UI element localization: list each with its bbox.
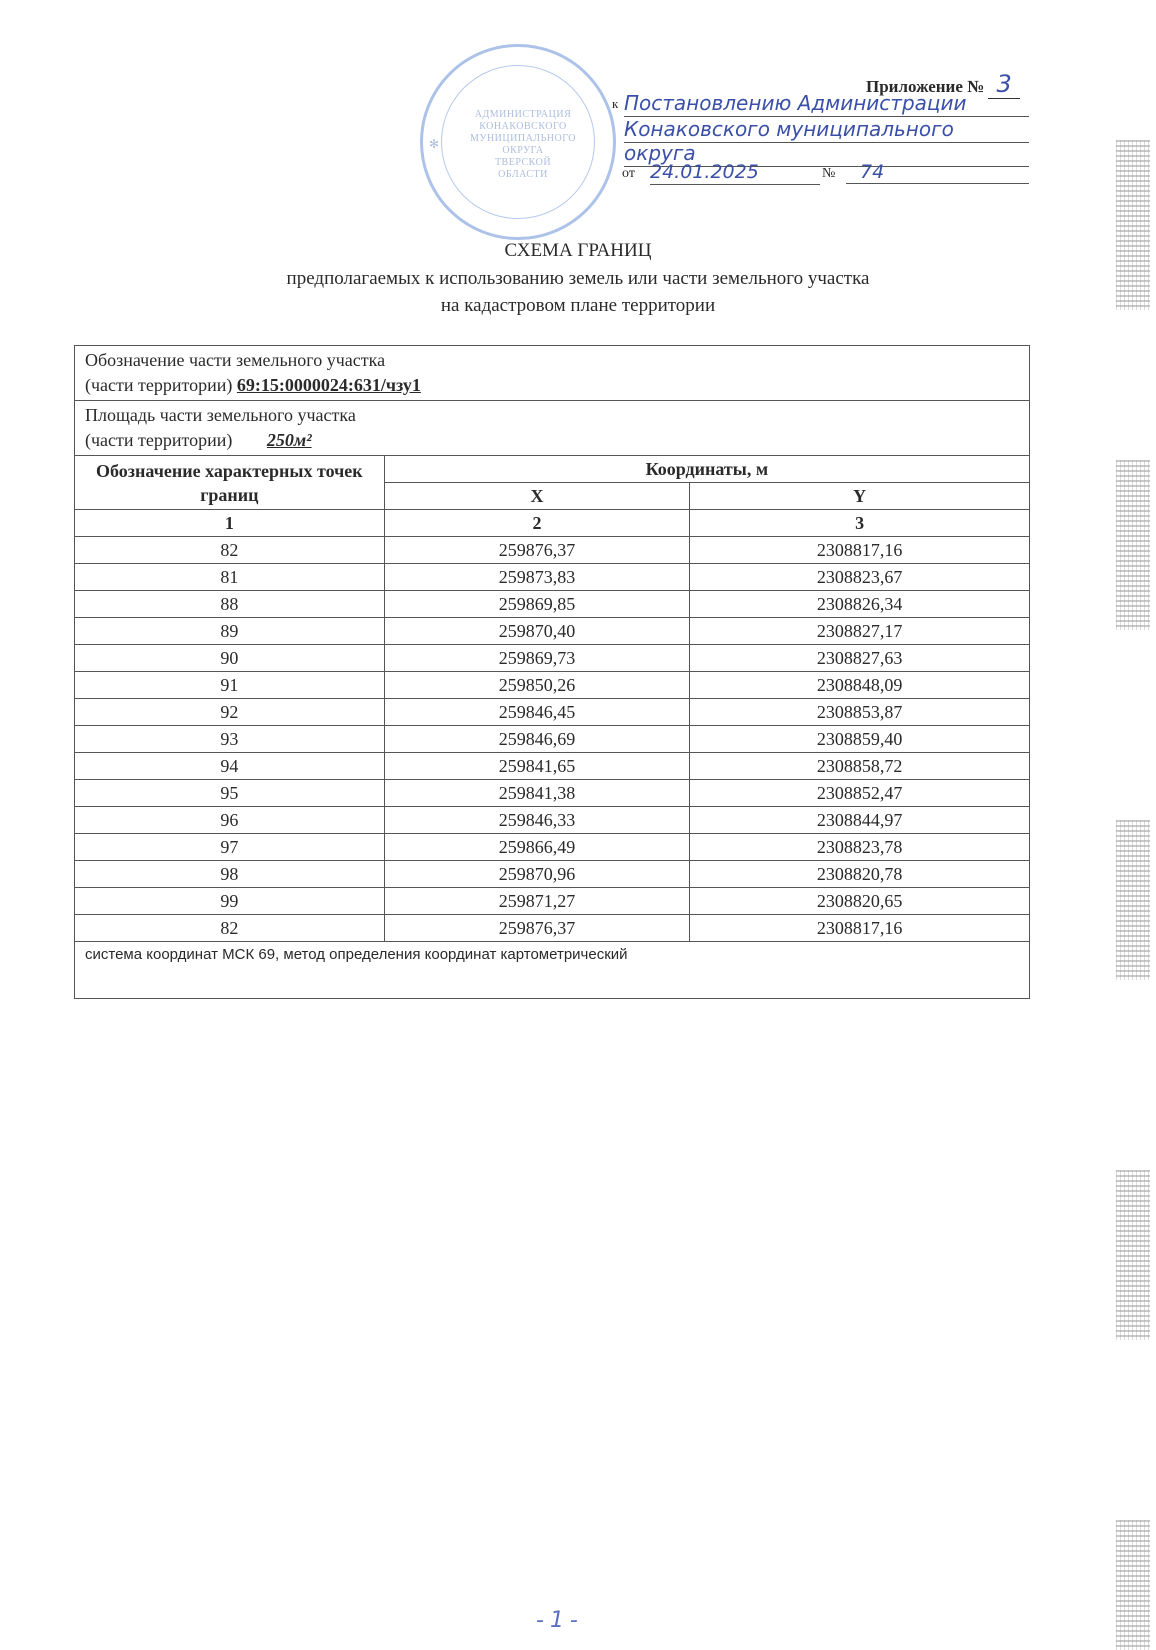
point-id-cell: 97 bbox=[75, 834, 385, 861]
coordinate-row bbox=[75, 807, 1030, 834]
coordinate-row bbox=[75, 915, 1030, 942]
y-coordinate-cell: 2308852,47 bbox=[690, 780, 1030, 807]
column-number: 3 bbox=[690, 510, 1030, 537]
coordinate-row bbox=[75, 618, 1030, 645]
to-prefix: к bbox=[612, 96, 619, 111]
coordinates-table bbox=[74, 345, 1030, 999]
document-title: СХЕМА ГРАНИЦ bbox=[504, 240, 652, 261]
decree-date: 24.01.2025 bbox=[650, 160, 820, 185]
designation-cell bbox=[75, 346, 1030, 401]
coordinate-row bbox=[75, 672, 1030, 699]
x-coordinate-cell: 259870,96 bbox=[384, 861, 690, 888]
y-coordinate-cell: 2308820,78 bbox=[690, 861, 1030, 888]
y-coordinate-cell: 2308827,63 bbox=[690, 645, 1030, 672]
coordinate-row bbox=[75, 537, 1030, 564]
y-coordinate-cell: 2308848,09 bbox=[690, 672, 1030, 699]
column-number: 1 bbox=[75, 510, 385, 537]
x-coordinate-cell: 259846,45 bbox=[384, 699, 690, 726]
coordinate-row bbox=[75, 834, 1030, 861]
header-row bbox=[75, 456, 1030, 483]
decree-number: 74 bbox=[846, 160, 1029, 184]
points-header: Обозначение характерных точек границ bbox=[75, 456, 385, 510]
y-coordinate-cell: 2308859,40 bbox=[690, 726, 1030, 753]
x-coordinate-cell: 259876,37 bbox=[384, 537, 690, 564]
point-id-cell: 98 bbox=[75, 861, 385, 888]
footer-row bbox=[75, 942, 1030, 999]
y-coordinate-cell: 2308817,16 bbox=[690, 537, 1030, 564]
x-coordinate-cell: 259846,69 bbox=[384, 726, 690, 753]
x-coordinate-cell: 259871,27 bbox=[384, 888, 690, 915]
stamp-line: МУНИЦИПАЛЬНОГО bbox=[469, 133, 577, 144]
x-coordinate-cell: 259841,65 bbox=[384, 753, 690, 780]
point-id-cell: 88 bbox=[75, 591, 385, 618]
coordinate-row bbox=[75, 726, 1030, 753]
stamp-line: ОБЛАСТИ bbox=[498, 169, 548, 180]
x-header: X bbox=[384, 483, 690, 510]
area-cell bbox=[75, 401, 1030, 456]
designation-value: 69:15:0000024:631/чзу1 bbox=[236, 375, 421, 395]
designation-label-2: (части территории) bbox=[85, 375, 233, 395]
y-coordinate-cell: 2308817,16 bbox=[690, 915, 1030, 942]
x-coordinate-cell: 259850,26 bbox=[384, 672, 690, 699]
coordinate-row bbox=[75, 699, 1030, 726]
point-id-cell: 99 bbox=[75, 888, 385, 915]
designation-row bbox=[75, 346, 1030, 401]
scan-artifact bbox=[1116, 820, 1150, 980]
y-coordinate-cell: 2308858,72 bbox=[690, 753, 1030, 780]
stamp-text bbox=[463, 109, 583, 181]
coordinate-row bbox=[75, 591, 1030, 618]
y-coordinate-cell: 2308823,78 bbox=[690, 834, 1030, 861]
point-id-cell: 81 bbox=[75, 564, 385, 591]
document-subtitle-1: предполагаемых к использованию земель или части земельного участка bbox=[286, 268, 870, 289]
scan-artifact bbox=[1116, 1170, 1150, 1340]
coordinate-row bbox=[75, 753, 1030, 780]
reference-line-3: округа bbox=[624, 140, 1029, 167]
x-coordinate-cell: 259876,37 bbox=[384, 915, 690, 942]
x-coordinate-cell: 259841,38 bbox=[384, 780, 690, 807]
scan-artifact bbox=[1116, 140, 1150, 310]
page-number: -1- bbox=[536, 1608, 584, 1633]
y-coordinate-cell: 2308853,87 bbox=[690, 699, 1030, 726]
coordinate-row bbox=[75, 861, 1030, 888]
coordinate-row bbox=[75, 564, 1030, 591]
column-numbers-row bbox=[75, 510, 1030, 537]
point-id-cell: 96 bbox=[75, 807, 385, 834]
reference-line-2: Конаковского муниципального bbox=[624, 116, 1029, 143]
column-number: 2 bbox=[384, 510, 690, 537]
official-stamp bbox=[420, 44, 619, 240]
x-coordinate-cell: 259869,73 bbox=[384, 645, 690, 672]
point-id-cell: 91 bbox=[75, 672, 385, 699]
coordinate-row bbox=[75, 780, 1030, 807]
scan-artifact bbox=[1116, 1520, 1150, 1650]
stamp-line: АДМИНИСТРАЦИЯ bbox=[474, 109, 572, 120]
designation-label: Обозначение части земельного участка bbox=[85, 350, 386, 370]
y-coordinate-cell: 2308820,65 bbox=[690, 888, 1030, 915]
point-id-cell: 90 bbox=[75, 645, 385, 672]
point-id-cell: 94 bbox=[75, 753, 385, 780]
y-header: Y bbox=[690, 483, 1030, 510]
point-id-cell: 93 bbox=[75, 726, 385, 753]
y-coordinate-cell: 2308844,97 bbox=[690, 807, 1030, 834]
x-coordinate-cell: 259866,49 bbox=[384, 834, 690, 861]
number-label: № bbox=[822, 166, 836, 181]
y-coordinate-cell: 2308826,34 bbox=[690, 591, 1030, 618]
appendix-number: 3 bbox=[988, 70, 1019, 99]
area-value: 250м² bbox=[266, 430, 312, 450]
coordinate-row bbox=[75, 888, 1030, 915]
point-id-cell: 82 bbox=[75, 915, 385, 942]
reference-line-1: Постановлению Администрации bbox=[624, 90, 1029, 117]
x-coordinate-cell: 259869,85 bbox=[384, 591, 690, 618]
x-coordinate-cell: 259870,40 bbox=[384, 618, 690, 645]
point-id-cell: 95 bbox=[75, 780, 385, 807]
stamp-line: КОНАКОВСКОГО bbox=[479, 121, 567, 132]
point-id-cell: 89 bbox=[75, 618, 385, 645]
appendix-label: Приложение № bbox=[866, 77, 985, 96]
document-subtitle-2: на кадастровом плане территории bbox=[440, 295, 716, 316]
date-prefix: от bbox=[622, 166, 635, 181]
area-label-2: (части территории) bbox=[85, 430, 233, 450]
stamp-line: ТВЕРСКОЙ bbox=[494, 157, 552, 168]
star-icon: ✻ bbox=[429, 137, 440, 151]
y-coordinate-cell: 2308827,17 bbox=[690, 618, 1030, 645]
point-id-cell: 82 bbox=[75, 537, 385, 564]
area-row bbox=[75, 401, 1030, 456]
y-coordinate-cell: 2308823,67 bbox=[690, 564, 1030, 591]
area-label: Площадь части земельного участка bbox=[85, 405, 356, 425]
x-coordinate-cell: 259873,83 bbox=[384, 564, 690, 591]
scan-artifact bbox=[1116, 460, 1150, 630]
coordinate-row bbox=[75, 645, 1030, 672]
point-id-cell: 92 bbox=[75, 699, 385, 726]
coordinates-header: Координаты, м bbox=[384, 456, 1029, 483]
stamp-line: ОКРУГА bbox=[502, 145, 544, 156]
x-coordinate-cell: 259846,33 bbox=[384, 807, 690, 834]
coordinate-system-note: система координат МСК 69, метод определения координат картометрический bbox=[75, 942, 1030, 999]
